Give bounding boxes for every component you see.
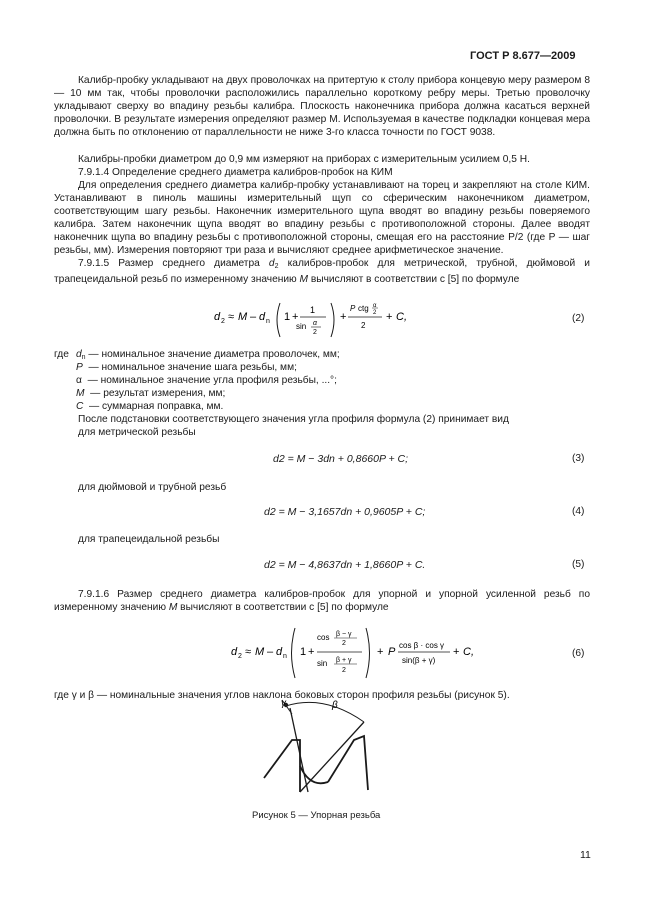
svg-text:+: + bbox=[340, 311, 347, 323]
equation-4: d2 = M − 3,1657dn + 0,9605P + C; bbox=[264, 506, 426, 518]
svg-text:M: M bbox=[238, 311, 248, 323]
svg-text:2: 2 bbox=[313, 329, 317, 336]
svg-text:2: 2 bbox=[238, 653, 242, 660]
page-number: 11 bbox=[580, 849, 591, 861]
equation-3: d2 = M − 3dn + 0,8660P + C; bbox=[273, 453, 409, 465]
figure-5-caption: Рисунок 5 — Упорная резьба bbox=[252, 810, 381, 821]
svg-text:1: 1 bbox=[310, 305, 316, 315]
svg-text:–: – bbox=[267, 646, 274, 658]
svg-text:d: d bbox=[214, 311, 221, 323]
flank-line-gamma bbox=[290, 708, 308, 792]
thread-profile-right bbox=[328, 736, 368, 790]
gamma-label: γ bbox=[281, 698, 286, 709]
angle-arc bbox=[286, 702, 364, 722]
paragraph-3: Для определения среднего диаметра калибр-пробку устанавливают на торец и закрепляют на столе КИМ. Устанавливают в пиноль машины измерительный щуп со сферическим наконечником диаметром, соответствующим шагу резьбы. Наконечник измерительного щупа вводят во впадину резьбы поверяемого калибра. Затем наконечник щупа вводят во впадину резьбы с противоположной стороны. Далее вводят наконечник щупа во впадину резьбы с противоположной стороны, смещая его на расстояние P/2 (где P — шаг резьбы, мм). Измерения повторяют три раза и вычисляют среднее арифметическое значение. bbox=[54, 180, 590, 256]
equation-4-number: (4) bbox=[572, 506, 585, 517]
svg-text:2: 2 bbox=[361, 321, 366, 330]
flank-line-beta bbox=[300, 722, 364, 792]
svg-text:C,: C, bbox=[463, 646, 474, 658]
svg-text:ctg: ctg bbox=[358, 304, 369, 313]
svg-text:α: α bbox=[313, 320, 317, 327]
svg-text:+: + bbox=[292, 311, 299, 323]
svg-text:sin: sin bbox=[317, 659, 328, 668]
svg-text:β + γ: β + γ bbox=[336, 657, 352, 664]
svg-text:≈: ≈ bbox=[245, 646, 252, 658]
gamma-beta-definition: где γ и β — номинальные значения углов наклона боковых сторон профиля резьбы (рисунок 5). bbox=[54, 690, 510, 701]
svg-text:α: α bbox=[373, 303, 377, 309]
for-metric-label: для метрической резьбы bbox=[78, 427, 196, 438]
where-item-c: C — суммарная поправка, мм. bbox=[76, 401, 224, 412]
svg-text:+: + bbox=[453, 646, 460, 658]
where-item-m: M — результат измерения, мм; bbox=[76, 388, 226, 399]
svg-text:n: n bbox=[266, 318, 270, 325]
for-trap-label: для трапецеидальной резьбы bbox=[78, 534, 220, 545]
svg-text:P: P bbox=[350, 304, 356, 313]
svg-text:sin: sin bbox=[296, 322, 307, 331]
svg-text:2: 2 bbox=[221, 318, 225, 325]
equation-5-number: (5) bbox=[572, 559, 585, 570]
section-7914-title: 7.9.1.4 Определение среднего диаметра калибров-пробок на КИМ bbox=[78, 167, 393, 178]
svg-text:d: d bbox=[259, 311, 266, 323]
svg-text:cos: cos bbox=[317, 633, 330, 642]
svg-text:cos β · cos γ: cos β · cos γ bbox=[399, 641, 445, 650]
beta-label: β bbox=[332, 700, 338, 711]
svg-text:–: – bbox=[250, 311, 257, 323]
equation-2 bbox=[200, 295, 420, 355]
svg-text:P: P bbox=[388, 646, 396, 658]
paragraph-1: Калибр-пробку укладывают на двух проволочках на притертую к столу прибора концевую меру размером 8 — 10 мм так, чтобы проволочки расположились параллельно короткому ребру меры. Третью проволочку укладывают сверху во впадину резьбы калибра. Плоскость наконечника прибора должна касаться верхней проволочки. В результате измерения определяют размер M. Используемая в качестве подкладки концевая мера должна быть по отклонению от параллельности не ниже 3-го класса точности по ГОСТ 9038. bbox=[54, 75, 590, 138]
svg-text:2: 2 bbox=[342, 640, 346, 647]
equation-6 bbox=[225, 622, 485, 684]
svg-text:2: 2 bbox=[373, 310, 377, 316]
paragraph-2: Калибры-пробки диаметром до 0,9 мм измеряют на приборах с измерительным усилием 0,5 Н. bbox=[78, 154, 530, 165]
equation-5: d2 = M − 4,8637dn + 1,8660P + C. bbox=[264, 559, 426, 571]
for-inch-label: для дюймовой и трубной резьб bbox=[78, 482, 227, 493]
svg-text:+: + bbox=[386, 311, 393, 323]
where-item-dn: $d_n$ — номинальное значение диаметра проволочек, мм; bbox=[76, 349, 340, 361]
svg-text:β − γ: β − γ bbox=[336, 631, 352, 638]
equation-6-number: (6) bbox=[572, 648, 585, 659]
thread-profile-left bbox=[264, 740, 300, 792]
svg-text:1: 1 bbox=[300, 646, 307, 658]
where-item-p: P — номинальное значение шага резьбы, мм; bbox=[76, 362, 297, 373]
svg-text:n: n bbox=[283, 653, 287, 660]
doc-code-header: ГОСТ Р 8.677—2009 bbox=[470, 50, 576, 62]
svg-text:d: d bbox=[276, 646, 283, 658]
svg-text:+: + bbox=[308, 646, 315, 658]
equation-2-number: (2) bbox=[572, 313, 585, 324]
svg-text:2: 2 bbox=[342, 667, 346, 674]
paragraph-4: 7.9.1.5 Размер среднего диаметра $d_2$ калибров-пробок для метрической, трубной, дюймовой и трапецеидальной резьб по измеренному значению M вычисляют в соответствии с [5] по формуле bbox=[54, 258, 590, 285]
thread-root bbox=[300, 766, 328, 783]
figure-5-buttress-thread bbox=[258, 696, 388, 800]
svg-text:d: d bbox=[231, 646, 238, 658]
after-substitution-text: После подстановки соответствующего значения угла профиля формула (2) принимает вид bbox=[78, 414, 509, 425]
svg-text:sin(β + γ): sin(β + γ) bbox=[402, 656, 436, 665]
where-item-alpha: α — номинальное значение угла профиля резьбы, ...°; bbox=[76, 375, 337, 386]
svg-text:C,: C, bbox=[396, 311, 407, 323]
where-prefix: где bbox=[54, 349, 69, 360]
paragraph-5: 7.9.1.6 Размер среднего диаметра калибров-пробок для упорной и упорной усиленной резьб по измеренному значению M вычисляют в соответствии с [5] по формуле bbox=[54, 589, 590, 613]
svg-text:1: 1 bbox=[284, 311, 291, 323]
svg-text:M: M bbox=[255, 646, 265, 658]
svg-text:≈: ≈ bbox=[228, 311, 235, 323]
equation-3-number: (3) bbox=[572, 453, 585, 464]
svg-text:+: + bbox=[377, 646, 384, 658]
